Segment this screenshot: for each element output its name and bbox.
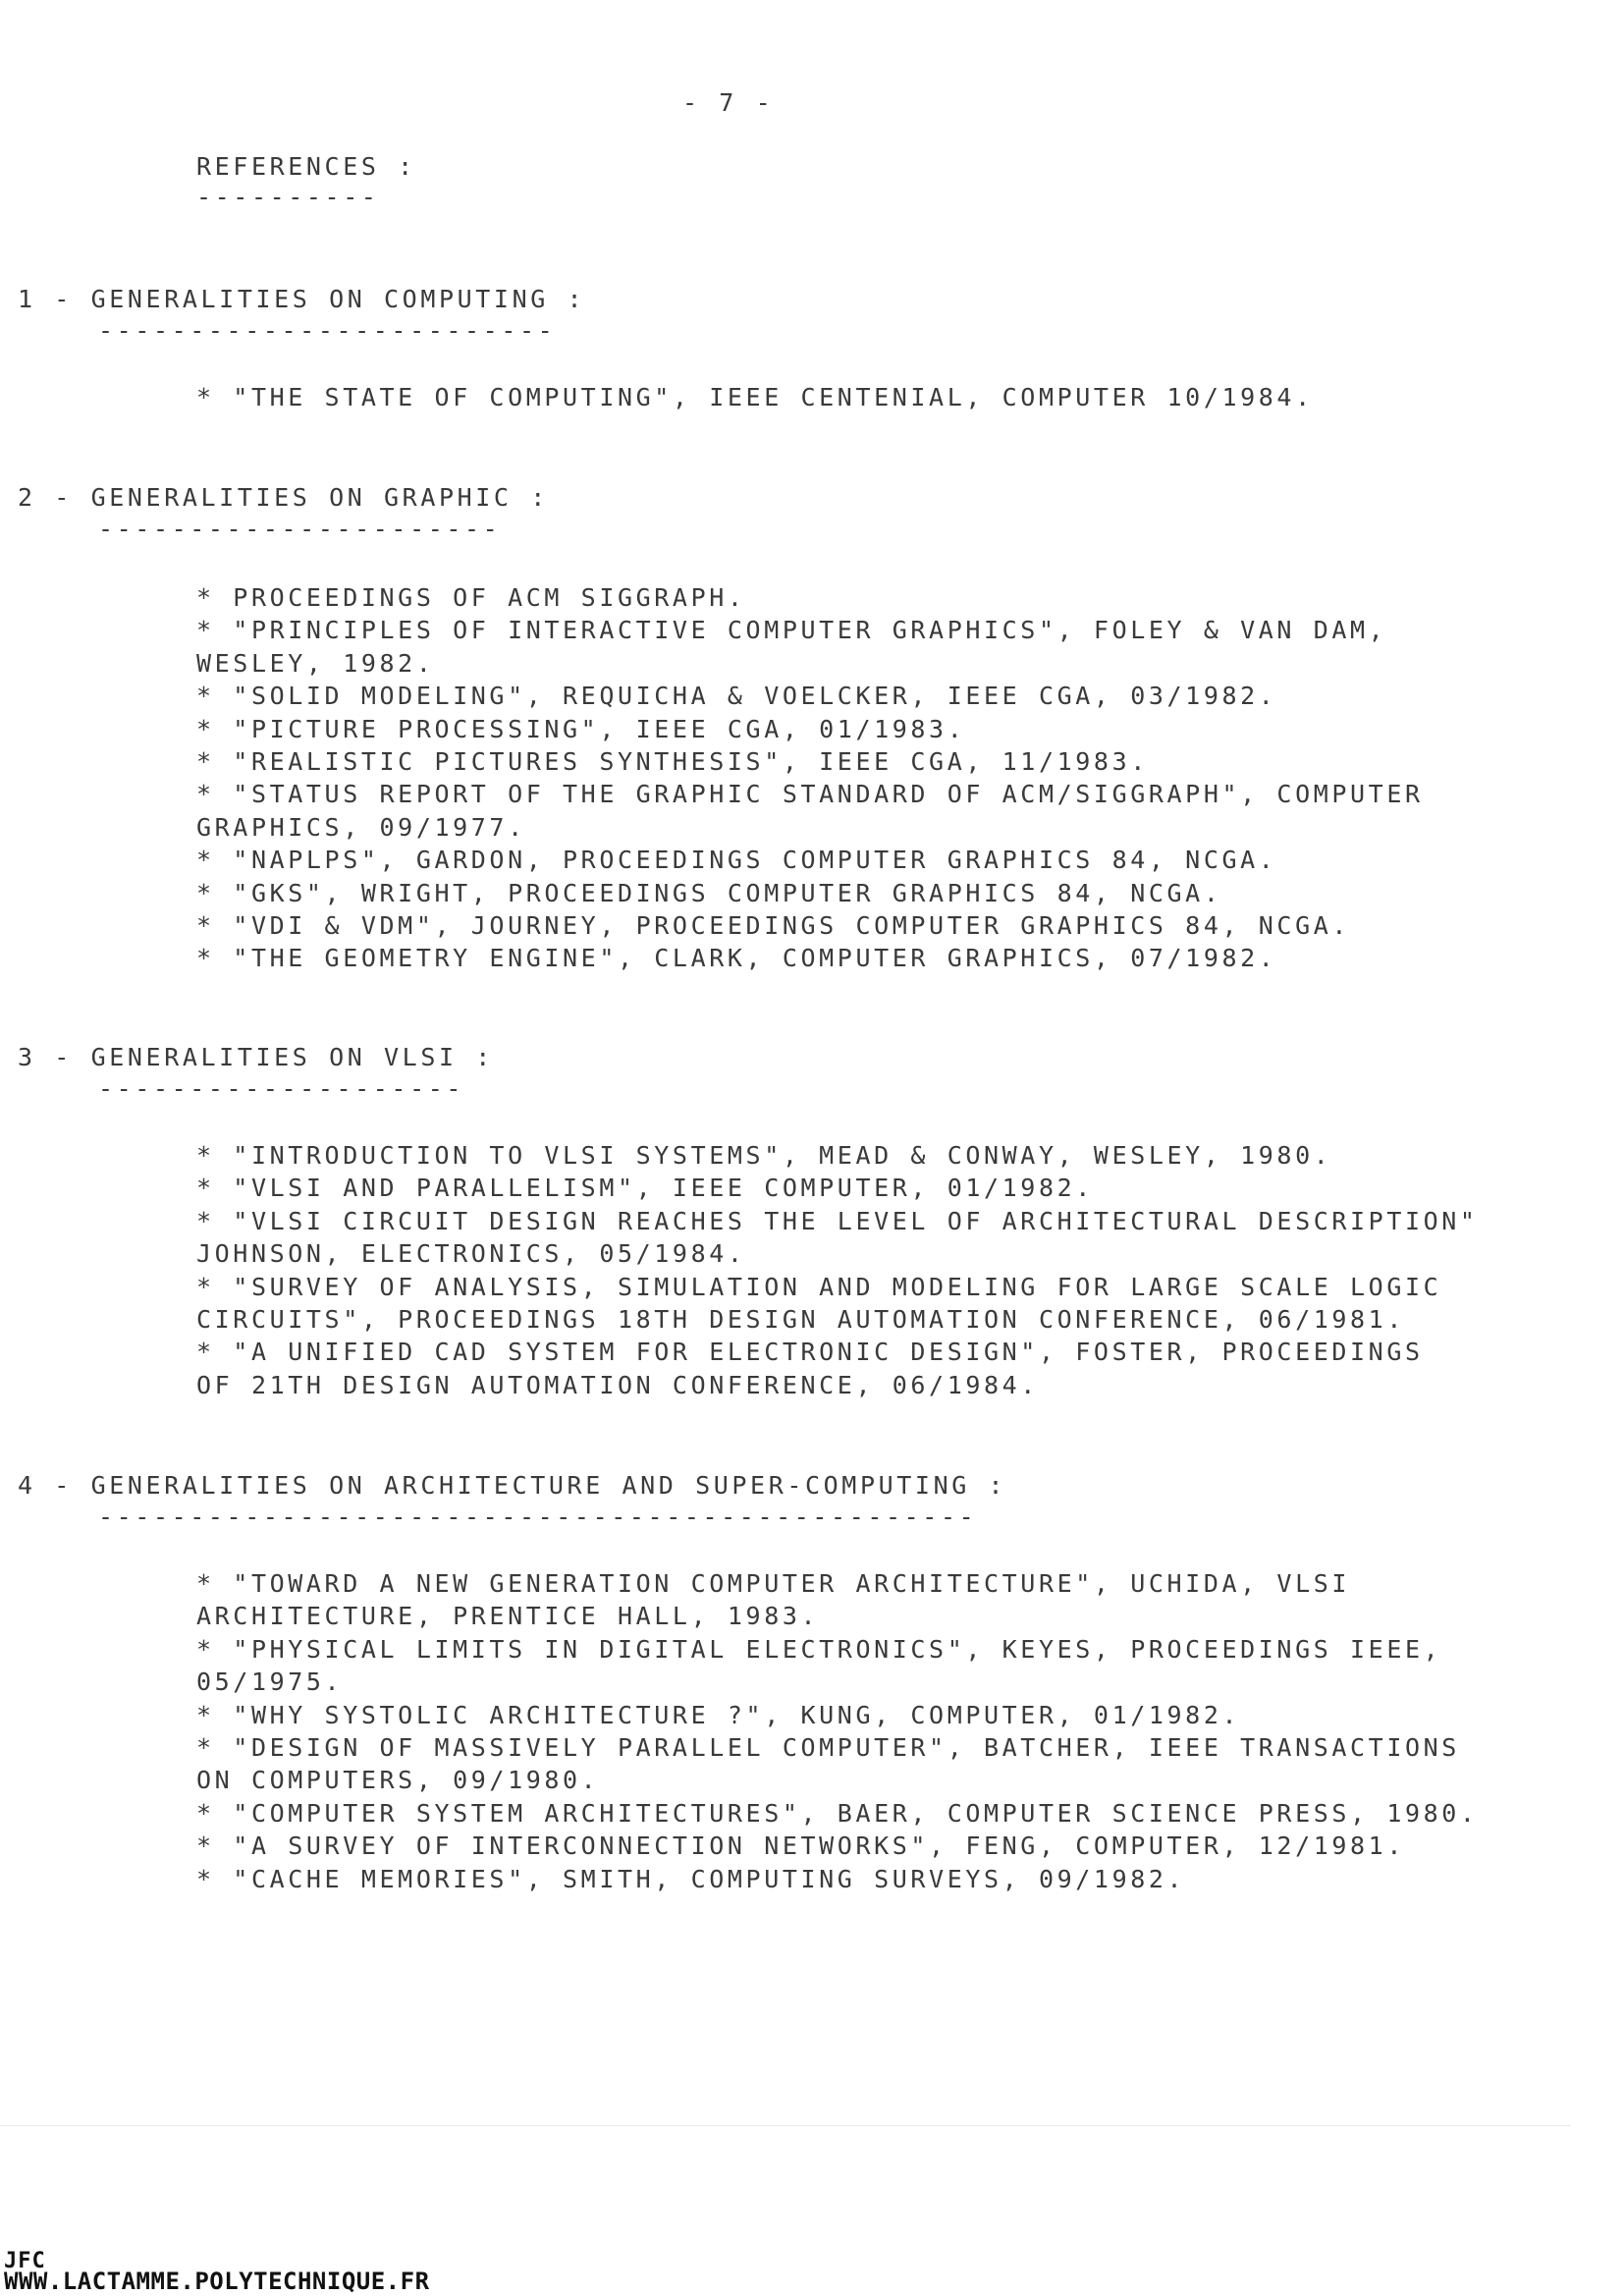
reference-line: * "TOWARD A NEW GENERATION COMPUTER ARCHITECTURE", UCHIDA, VLSI: [196, 1569, 1351, 1598]
section-underline-computing: -------------------------: [98, 316, 557, 345]
reference-list-computing: [196, 381, 1314, 413]
reference-line: CIRCUITS", PROCEEDINGS 18TH DESIGN AUTOMATION CONFERENCE, 06/1981.: [196, 1305, 1405, 1335]
reference-line: * "INTRODUCTION TO VLSI SYSTEMS", MEAD & CONWAY, WESLEY, 1980.: [196, 1141, 1332, 1170]
references-underline: ----------: [196, 183, 380, 211]
page-number: - 7 -: [682, 88, 775, 117]
reference-line: WESLEY, 1982.: [196, 648, 435, 678]
section-underline-architecture: ------------------------------------------------: [98, 1503, 978, 1531]
reference-line: * "GKS", WRIGHT, PROCEEDINGS COMPUTER GRAPHICS 84, NCGA.: [196, 878, 1222, 907]
watermark-logo: [4, 2249, 430, 2295]
section-heading-vlsi: 3 - GENERALITIES ON VLSI :: [18, 1043, 494, 1071]
reference-line: * "THE GEOMETRY ENGINE", CLARK, COMPUTER GRAPHICS, 07/1982.: [196, 944, 1277, 973]
reference-line: GRAPHICS, 09/1977.: [196, 812, 526, 842]
reference-line: * "A UNIFIED CAD SYSTEM FOR ELECTRONIC DESIGN", FOSTER, PROCEEDINGS: [196, 1338, 1424, 1367]
section-heading-computing: 1 - GENERALITIES ON COMPUTING :: [18, 285, 586, 313]
reference-entry: [196, 1139, 1479, 1172]
reference-line: * "SOLID MODELING", REQUICHA & VOELCKER, IEEE CGA, 03/1982.: [196, 682, 1277, 711]
reference-line: * "NAPLPS", GARDON, PROCEEDINGS COMPUTER GRAPHICS 84, NCGA.: [196, 846, 1277, 875]
reference-line: ARCHITECTURE, PRENTICE HALL, 1983.: [196, 1602, 820, 1631]
reference-line: JOHNSON, ELECTRONICS, 05/1984.: [196, 1239, 746, 1269]
reference-line: * "SURVEY OF ANALYSIS, SIMULATION AND MODELING FOR LARGE SCALE LOGIC: [196, 1272, 1442, 1301]
reference-entry: [196, 909, 1424, 942]
reference-entry: [196, 942, 1424, 974]
scan-edge-line: [0, 2125, 1571, 2126]
reference-entry: [196, 1633, 1479, 1699]
reference-entry: [196, 713, 1424, 745]
reference-entry: [196, 581, 1424, 614]
reference-entry: [196, 1205, 1479, 1271]
reference-line: * "VLSI AND PARALLELISM", IEEE COMPUTER, 01/1982.: [196, 1174, 1094, 1203]
section-heading-graphic: 2 - GENERALITIES ON GRAPHIC :: [18, 483, 549, 512]
reference-entry: [196, 1172, 1479, 1204]
references-title: REFERENCES :: [196, 152, 416, 181]
reference-entry: [196, 1699, 1479, 1731]
reference-line: 05/1975.: [196, 1667, 344, 1697]
reference-entry: [196, 1336, 1479, 1401]
reference-entry: [196, 877, 1424, 909]
reference-line: * "VDI & VDM", JOURNEY, PROCEEDINGS COMPUTER GRAPHICS 84, NCGA.: [196, 911, 1351, 941]
reference-entry: [196, 381, 1314, 413]
reference-entry: [196, 1567, 1479, 1633]
reference-line: * "THE STATE OF COMPUTING", IEEE CENTENIAL, COMPUTER 10/1984.: [196, 383, 1314, 411]
reference-entry: [196, 680, 1424, 712]
reference-line: OF 21TH DESIGN AUTOMATION CONFERENCE, 06/1984.: [196, 1370, 1039, 1399]
reference-entry: [196, 1863, 1479, 1895]
reference-line: * "STATUS REPORT OF THE GRAPHIC STANDARD OF ACM/SIGGRAPH", COMPUTER: [196, 780, 1424, 809]
reference-entry: [196, 745, 1424, 778]
reference-line: ON COMPUTERS, 09/1980.: [196, 1766, 600, 1795]
reference-line: * "REALISTIC PICTURES SYNTHESIS", IEEE CGA, 11/1983.: [196, 747, 1149, 777]
reference-entry: [196, 1797, 1479, 1830]
section-underline-vlsi: --------------------: [98, 1074, 465, 1103]
reference-entry: [196, 1271, 1479, 1337]
watermark-initials: JFC: [4, 2249, 46, 2273]
reference-entry: [196, 778, 1424, 844]
reference-list-graphic: [196, 581, 1424, 975]
reference-line: * "PHYSICAL LIMITS IN DIGITAL ELECTRONICS", KEYES, PROCEEDINGS IEEE,: [196, 1634, 1442, 1664]
reference-line: * "PICTURE PROCESSING", IEEE CGA, 01/1983.: [196, 714, 966, 743]
reference-entry: [196, 1731, 1479, 1797]
reference-line: * "COMPUTER SYSTEM ARCHITECTURES", BAER, COMPUTER SCIENCE PRESS, 1980.: [196, 1798, 1479, 1828]
watermark-url: WWW.LACTAMME.POLYTECHNIQUE.FR: [4, 2268, 430, 2295]
reference-entry: [196, 614, 1424, 680]
reference-line: * "PRINCIPLES OF INTERACTIVE COMPUTER GRAPHICS", FOLEY & VAN DAM,: [196, 616, 1387, 645]
reference-line: * "WHY SYSTOLIC ARCHITECTURE ?", KUNG, COMPUTER, 01/1982.: [196, 1700, 1241, 1729]
reference-line: * "VLSI CIRCUIT DESIGN REACHES THE LEVEL OF ARCHITECTURAL DESCRIPTION": [196, 1206, 1479, 1235]
reference-line: * "DESIGN OF MASSIVELY PARALLEL COMPUTER", BATCHER, IEEE TRANSACTIONS: [196, 1733, 1460, 1763]
reference-entry: [196, 844, 1424, 876]
reference-line: * "A SURVEY OF INTERCONNECTION NETWORKS", FENG, COMPUTER, 12/1981.: [196, 1831, 1405, 1861]
reference-entry: [196, 1830, 1479, 1862]
reference-list-architecture: [196, 1567, 1479, 1895]
reference-line: * PROCEEDINGS OF ACM SIGGRAPH.: [196, 583, 746, 612]
section-underline-graphic: ----------------------: [98, 515, 502, 543]
reference-line: * "CACHE MEMORIES", SMITH, COMPUTING SURVEYS, 09/1982.: [196, 1864, 1186, 1893]
reference-list-vlsi: [196, 1139, 1479, 1401]
section-heading-architecture: 4 - GENERALITIES ON ARCHITECTURE AND SUPER-COMPUTING :: [18, 1471, 1007, 1500]
